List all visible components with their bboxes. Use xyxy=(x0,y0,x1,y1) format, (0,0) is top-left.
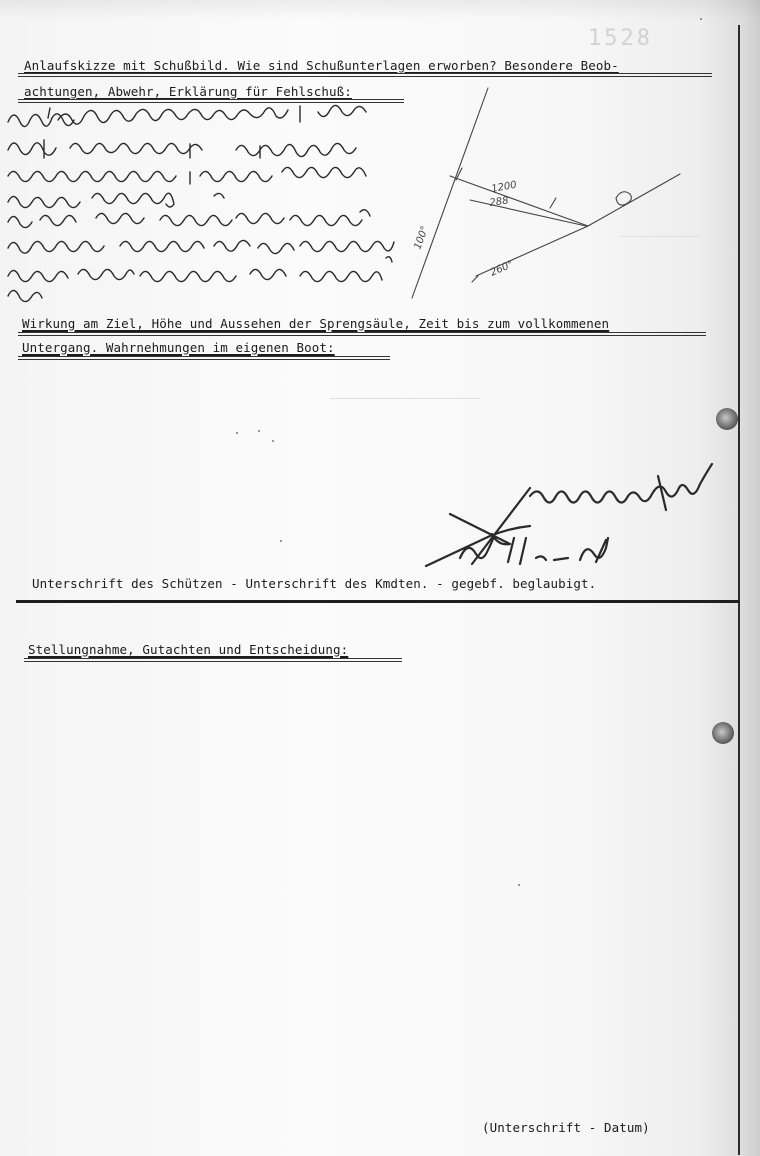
sketch-tick-mark xyxy=(550,198,556,208)
signature-date-caption: (Unterschrift - Datum) xyxy=(482,1120,650,1135)
section2-heading-line1: Wirkung am Ziel, Höhe und Aussehen der Sprengsäule, Zeit bis zum vollkommenen xyxy=(22,316,610,331)
sketch-label-288: 288 xyxy=(488,195,510,209)
sketch-label-100: 100° xyxy=(412,224,432,252)
sketch-arrow xyxy=(472,276,478,282)
heading-double-underline xyxy=(24,658,402,659)
scan-speck xyxy=(280,540,282,542)
sketch-course-line xyxy=(450,176,588,226)
section1-heading-line2: achtungen, Abwehr, Erklärung für Fehlschuß: xyxy=(24,84,352,99)
punch-hole xyxy=(712,722,734,744)
bleed-through-line xyxy=(330,398,480,399)
sketch-target-track xyxy=(588,174,680,226)
section2-heading-line2: Untergang. Wahrnehmungen im eigenen Boot: xyxy=(22,340,335,355)
scan-speck xyxy=(258,430,260,432)
section1-heading-line1: Anlaufskizze mit Schußbild. Wie sind Schußunterlagen erworben? Besondere Beob- xyxy=(24,58,619,73)
heading-double-underline xyxy=(18,332,706,333)
heading-double-underline xyxy=(18,356,390,357)
scan-speck xyxy=(272,440,274,442)
attack-sketch xyxy=(380,80,700,300)
scan-speck xyxy=(518,884,520,886)
sketch-label-260: 260° xyxy=(488,258,516,279)
scan-speck xyxy=(700,18,702,20)
punch-hole xyxy=(716,408,738,430)
scan-speck xyxy=(236,432,238,434)
sketch-bearing-line xyxy=(412,88,488,298)
commander-signature xyxy=(420,466,710,576)
header-stamp-number: 1528 xyxy=(588,26,653,51)
section3-heading: Stellungnahme, Gutachten und Entscheidung: xyxy=(28,642,349,657)
section-divider xyxy=(16,600,740,603)
sketch-label-1200: 1200 xyxy=(490,179,518,195)
signature-caption: Unterschrift des Schützen - Unterschrift des Kmdten. - gegebf. beglaubigt. xyxy=(32,576,597,591)
